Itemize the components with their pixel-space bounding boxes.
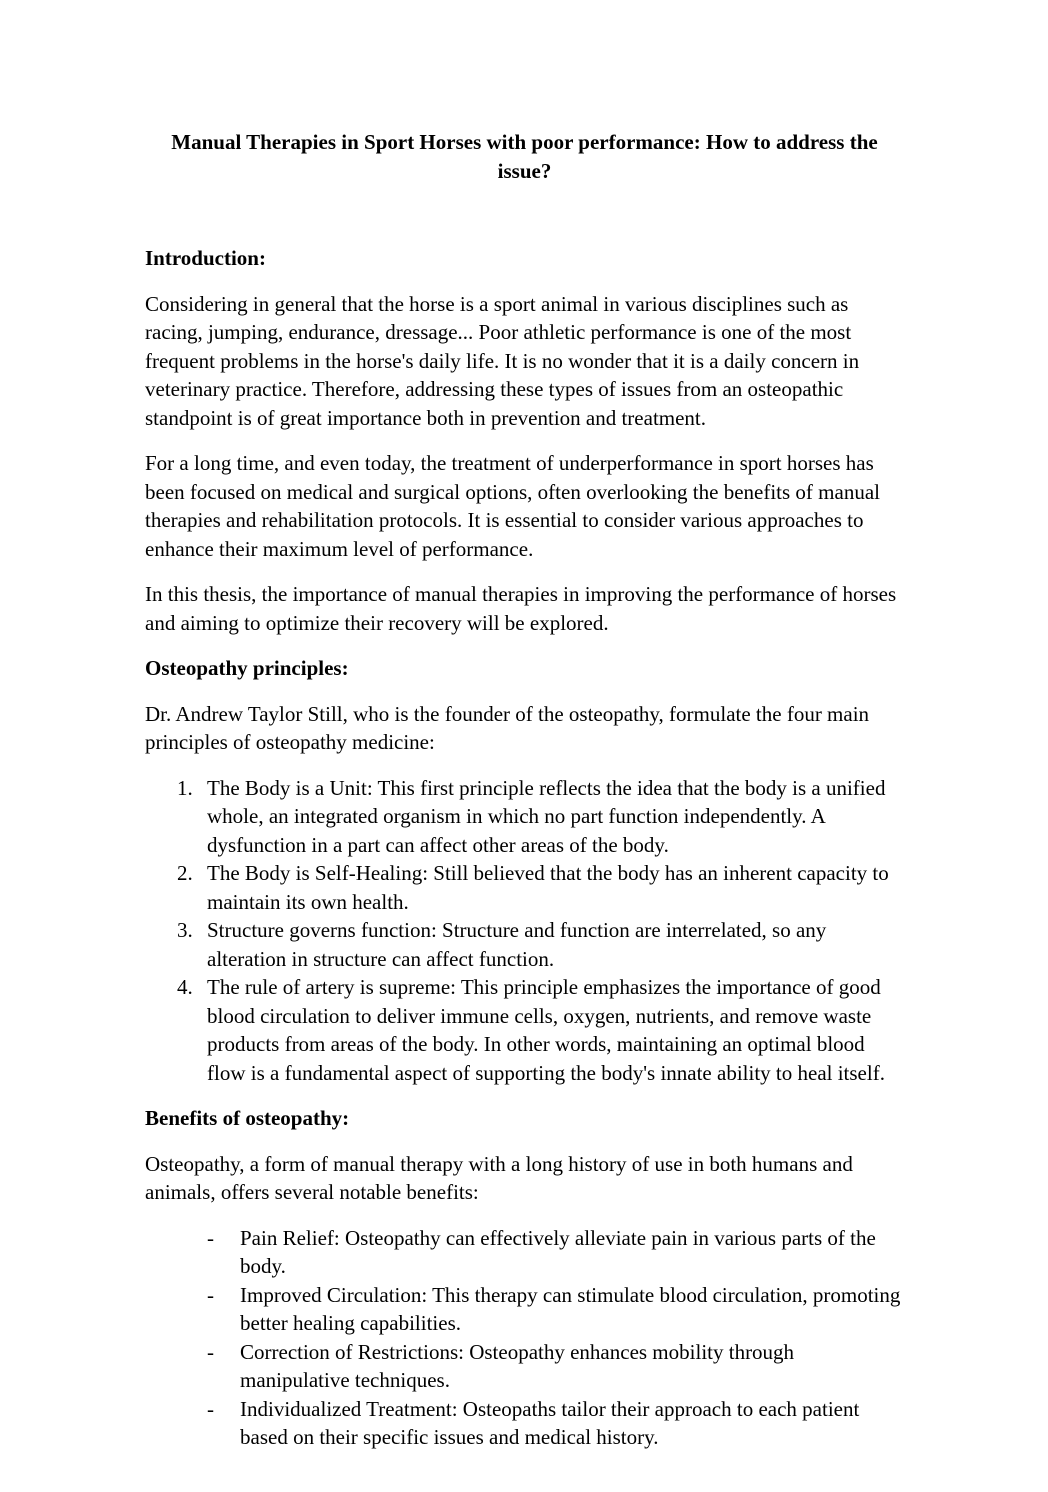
list-item-text: Correction of Restrictions: Osteopathy enhances mobility through manipulative techniques.	[240, 1339, 795, 1392]
introduction-paragraph-2: For a long time, and even today, the treatment of underperformance in sport horses has been focused on medical and surgical options, often overlooking the benefits of manual therapies and rehabilitation protocols. It is essential to consider various approaches to enhance their maximum level of performance.	[145, 451, 880, 561]
list-item	[145, 1224, 904, 1281]
benefits-heading: Benefits of osteopathy:	[145, 1106, 350, 1130]
principles-intro-paragraph: Dr. Andrew Taylor Still, who is the founder of the osteopathy, formulate the four main principles of osteopathy medicine:	[145, 701, 870, 754]
list-item-text: The Body is Self-Healing: Still believed that the body has an inherent capacity to maintain its own health.	[207, 861, 889, 914]
list-item-dash: -	[207, 1225, 214, 1250]
principles-heading: Osteopathy principles:	[145, 656, 349, 680]
benefits-dash-list	[145, 1224, 904, 1452]
list-item-text: Improved Circulation: This therapy can stimulate blood circulation, promoting better healing capabilities.	[240, 1282, 901, 1335]
list-item-number: 2.	[177, 861, 193, 885]
list-item-dash: -	[207, 1282, 214, 1307]
principles-numbered-list	[145, 774, 904, 1088]
list-item-text: Individualized Treatment: Osteopaths tailor their approach to each patient based on their specific issues and medical history.	[240, 1396, 860, 1449]
list-item-text: The Body is a Unit: This first principle reflects the idea that the body is a unified whole, an integrated organism in which no part function independently. A dysfunction in a part can affect other areas of the body.	[207, 775, 886, 857]
list-item-dash: -	[207, 1339, 214, 1364]
list-item-number: 4.	[177, 975, 193, 999]
list-item	[145, 973, 904, 1087]
introduction-paragraph-1: Considering in general that the horse is a sport animal in various disciplines such as racing, jumping, endurance, dressage... Poor athletic performance is one of the most frequent problems in the horse's daily life. It is no wonder that it is a daily concern in veterinary practice. Therefore, addressing these types of issues from an osteopathic standpoint is of great importance both in prevention and treatment.	[145, 291, 860, 430]
list-item	[145, 774, 904, 860]
list-item	[145, 1338, 904, 1395]
document-title: Manual Therapies in Sport Horses with poor performance: How to address the issue?	[171, 130, 878, 183]
list-item-number: 3.	[177, 918, 193, 942]
introduction-heading: Introduction:	[145, 246, 266, 270]
list-item	[145, 916, 904, 973]
list-item-text: Structure governs function: Structure and function are interrelated, so any alteration in structure can affect function.	[207, 918, 827, 971]
list-item-number: 1.	[177, 775, 193, 800]
list-item-text: Pain Relief: Osteopathy can effectively alleviate pain in various parts of the body.	[240, 1225, 876, 1278]
benefits-intro-paragraph: Osteopathy, a form of manual therapy with a long history of use in both humans and animals, offers several notable benefits:	[145, 1151, 853, 1204]
list-item-text: The rule of artery is supreme: This principle emphasizes the importance of good blood circulation to deliver immune cells, oxygen, nutrients, and remove waste products from areas of the body. In other words, maintaining an optimal blood flow is a fundamental aspect of supporting the body's innate ability to heal itself.	[207, 975, 885, 1085]
list-item	[145, 1395, 904, 1452]
list-item	[145, 1281, 904, 1338]
list-item	[145, 859, 904, 916]
introduction-paragraph-3: In this thesis, the importance of manual therapies in improving the performance of horses and aiming to optimize their recovery will be explored.	[145, 582, 897, 635]
list-item-dash: -	[207, 1396, 214, 1421]
